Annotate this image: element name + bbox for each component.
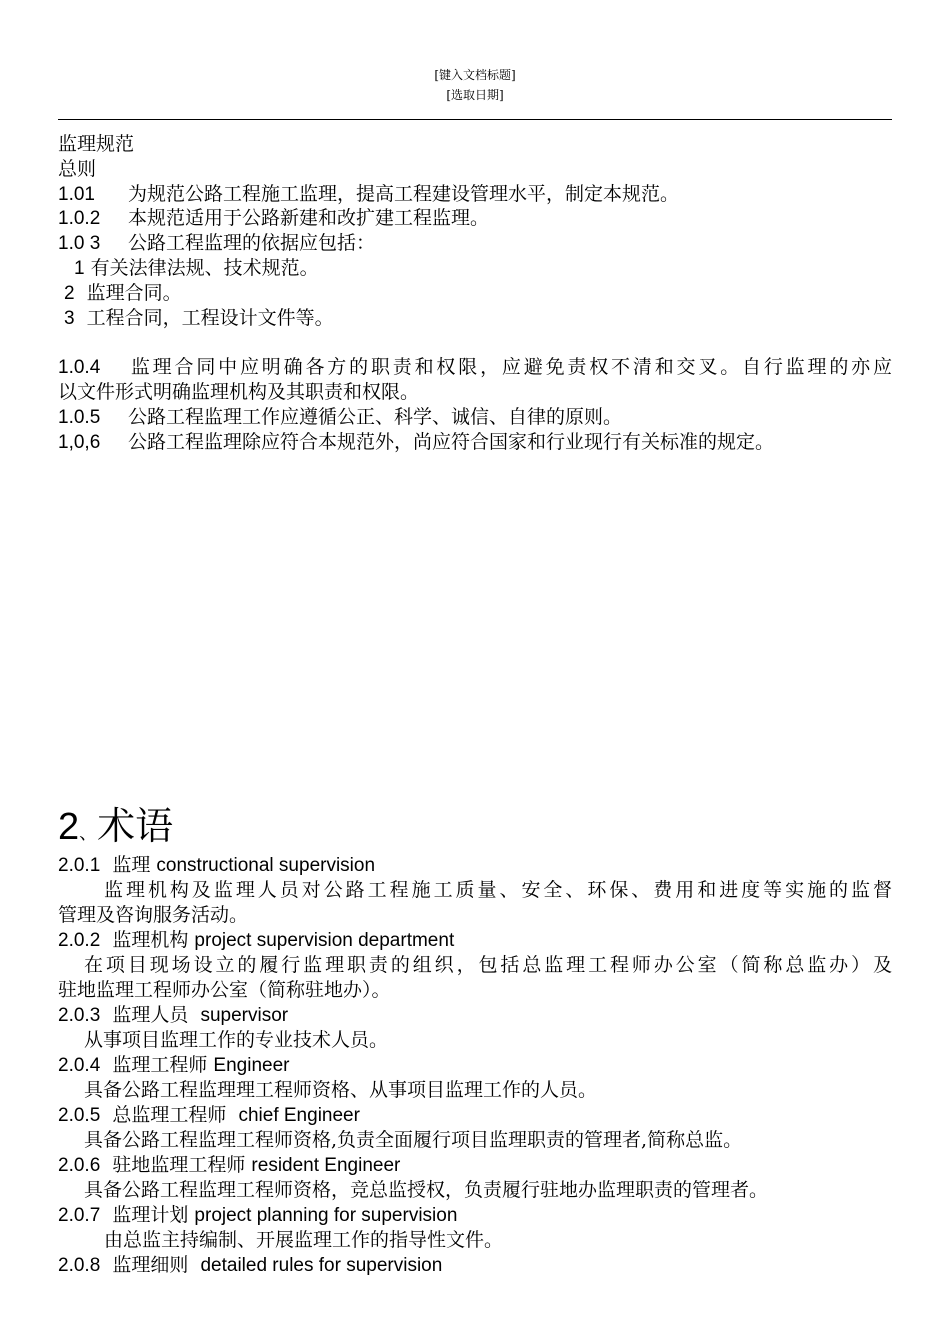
clause-number: 1,0,6 [58,432,101,453]
term-number: 2.0.1 [58,855,101,876]
basis-number: 1 [74,258,85,279]
term-2-0-1 [58,853,375,878]
section-separator: 、 [79,823,98,844]
basis-number: 2 [64,283,75,304]
term-en: constructional supervision [156,855,376,876]
header-rule [58,119,892,120]
term-definition: 驻地监理工程师办公室（简称驻地办）。 [58,979,391,1001]
header-date-placeholder[interactable]: [选取日期] [446,88,504,102]
term-2-0-5 [58,1103,360,1128]
term-en: Engineer [213,1055,290,1076]
basis-text: 工程合同，工程设计文件等。 [86,307,334,329]
term-definition: 监理机构及监理人员对公路工程施工质量、安全、环保、费用和进度等实施的监督 [104,879,892,901]
term-en: chief Engineer [238,1105,360,1126]
term-definition: 具备公路工程监理理工程师资格、从事项目监理工作的人员。 [84,1079,598,1101]
term-number: 2.0.7 [58,1205,101,1226]
term-cn: 监理机构 [112,929,189,951]
term-cn: 监理细则 [112,1254,189,1276]
term-definition: 由总监主持编制、开展监理工作的指导性文件。 [104,1229,504,1251]
term-en: project planning for supervision [194,1205,458,1226]
clause-1-0-4-line1 [58,355,892,380]
term-number: 2.0.5 [58,1105,101,1126]
term-definition: 从事项目监理工作的专业技术人员。 [84,1029,389,1051]
term-2-0-4 [58,1053,289,1078]
clause-text: 公路工程监理工作应遵循公正、科学、诚信、自律的原则。 [128,406,623,428]
basis-number: 3 [64,308,75,329]
term-en: detailed rules for supervision [200,1255,443,1276]
term-2-0-6 [58,1153,400,1178]
term-number: 2.0.3 [58,1005,101,1026]
term-cn: 监理工程师 [112,1054,208,1076]
clause-number: 1.0.2 [58,208,101,229]
clause-1-0-6 [58,430,774,455]
clause-number: 1.0.5 [58,407,101,428]
term-cn: 监理人员 [112,1004,189,1026]
basis-item-3 [64,306,334,331]
term-2-0-2 [58,928,454,953]
clause-number: 1.0.4 [58,357,101,378]
term-2-0-3 [58,1003,288,1028]
clause-1-0-5 [58,405,622,430]
term-en: supervisor [200,1005,289,1026]
document-title: 监理规范 [58,133,135,155]
term-en: project supervision department [194,930,455,951]
section-heading-general: 总则 [58,158,97,180]
section-heading-terms [58,800,173,860]
term-en: resident Engineer [251,1155,401,1176]
term-2-0-8 [58,1253,442,1278]
clause-number: 1.01 [58,184,95,205]
clause-text: 公路工程监理的依据应包括： [128,232,376,254]
clause-1-0-2 [58,206,489,231]
term-number: 2.0.8 [58,1255,101,1276]
section-title: 术语 [97,804,174,848]
header-title-placeholder[interactable]: [键入文档标题] [434,68,516,82]
clause-1-0-1 [58,182,679,207]
term-number: 2.0.2 [58,930,101,951]
basis-text: 有关法律法规、技术规范。 [90,257,319,279]
section-number: 2 [58,806,80,848]
basis-item-1 [74,256,319,281]
clause-text: 为规范公路工程施工监理，提高工程建设管理水平，制定本规范。 [128,183,680,205]
clause-text: 公路工程监理除应符合本规范外，尚应符合国家和行业现行有关标准的规定。 [128,431,775,453]
term-number: 2.0.6 [58,1155,101,1176]
term-cn: 驻地监理工程师 [112,1154,246,1176]
term-definition: 具备公路工程监理工程师资格，竞总监授权，负责履行驻地办监理职责的管理者。 [84,1179,769,1201]
clause-number: 1.0 3 [58,233,101,254]
term-definition: 管理及咨询服务活动。 [58,904,249,926]
term-definition: 具备公路工程监理工程师资格,负责全面履行项目监理职责的管理者,简称总监。 [84,1129,743,1151]
clause-1-0-4-line2: 以文件形式明确监理机构及其职责和权限。 [58,381,420,403]
basis-text: 监理合同。 [86,282,182,304]
term-number: 2.0.4 [58,1055,101,1076]
basis-item-2 [64,281,182,306]
term-2-0-7 [58,1203,457,1228]
clause-1-0-3 [58,231,375,256]
term-cn: 监理 [112,854,151,876]
term-cn: 监理计划 [112,1204,189,1226]
term-cn: 总监理工程师 [112,1104,227,1126]
clause-text: 监理合同中应明确各方的职责和权限，应避免责权不清和交叉。自行监理的亦应 [128,356,892,378]
clause-text: 本规范适用于公路新建和改扩建工程监理。 [128,207,490,229]
term-definition: 在项目现场设立的履行监理职责的组织，包括总监理工程师办公室（简称总监办）及 [84,954,892,976]
